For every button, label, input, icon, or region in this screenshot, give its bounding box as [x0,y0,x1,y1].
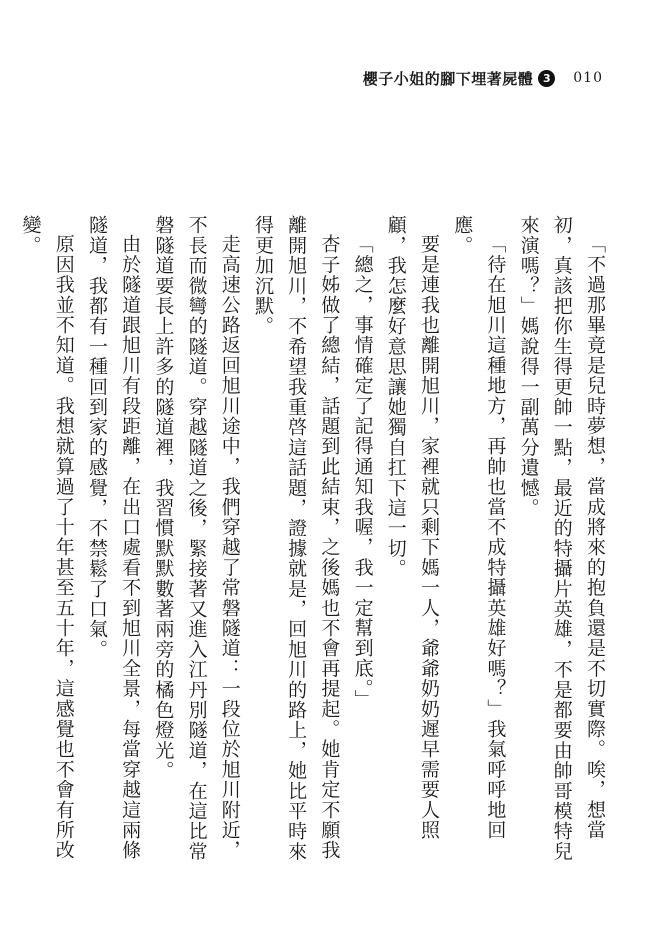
paragraph: 杏子姊做了總結，話題到此結束，之後媽也不會再提起。她肯定不願我離開旭川，不希望我重啓這話題，證據就是，回旭川的路上，她比平時來得更加沉默。 [251,215,341,862]
paragraph: 原因我並不知道。我想就算過了十年甚至五十年，這感覺也不會有所改變。 [19,215,75,861]
paragraph: 「待在旭川這種地方，再帥也當不成特攝英雄好嗎？」我氣呼呼地回應。 [451,215,507,840]
paragraph: 「不過那畢竟是兒時夢想，當成將來的抱負還是不切實際。唉，想當初，真該把你生得更帥一點，最近的特攝片英雄，不是都要由帥哥模特兒來演嗎？」媽說得一副萬分遺憾。 [517,215,606,862]
paragraph: 要是連我也離開旭川，家裡就只剩下媽一人，爺爺奶奶遲早需要人照顧，我怎麼好意思讓她獨自扛下這一切。 [384,215,440,840]
page-number: 010 [573,70,603,86]
body-text [19,215,611,880]
book-title: 櫻子小姐的腳下埋著屍體 [362,69,534,88]
paragraph: 由於隧道跟旭川有段距離，在出口處看不到旭川全景，每當穿越這兩條隧道，我都有一種回到家的感覺，不禁鬆了口氣。 [85,215,142,861]
volume-badge: 3 [538,70,555,87]
paragraph: 「總之，事情確定了記得通知我喔，我一定幫到底。」 [351,234,374,710]
running-header [363,66,603,90]
paragraph: 走高速公路返回旭川途中，我們穿越了常磐隧道：一段位於旭川附近，不長而微彎的隧道。穿越隧道之後，緊接著又進入江丹別隧道，在這比常磐隧道要長上許多的隧道裡，我習慣默默數著兩旁的橘色燈光。 [152,215,241,862]
